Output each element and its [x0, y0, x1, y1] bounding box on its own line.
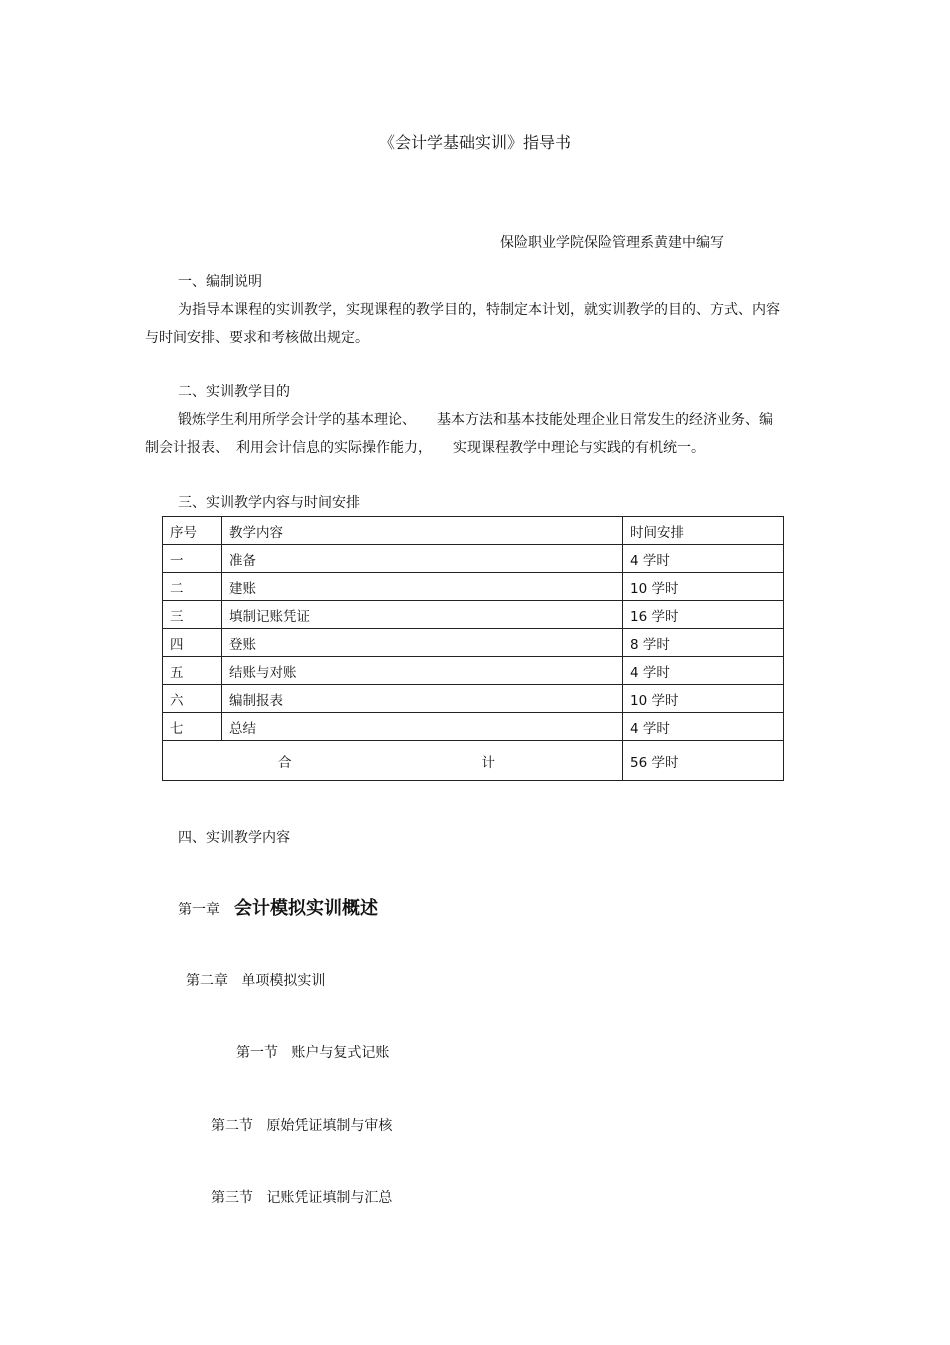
schedule-table	[162, 516, 784, 781]
section-number: 第一节	[236, 1045, 278, 1061]
table-row	[163, 601, 784, 629]
section-number: 第三节	[211, 1190, 253, 1206]
chapter-1-title: 会计模拟实训概述	[234, 898, 378, 919]
row-time: 4 学时	[623, 545, 784, 573]
chapter-1-number: 第一章	[178, 902, 220, 918]
row-number: 一	[163, 545, 222, 573]
row-content: 结账与对账	[222, 657, 623, 685]
document-title: 《会计学基础实训》指导书	[378, 133, 571, 152]
table-header-row	[163, 517, 784, 545]
author-line: 保险职业学院保险管理系黄建中编写	[500, 235, 724, 251]
row-time: 4 学时	[623, 657, 784, 685]
section-title: 原始凭证填制与审核	[266, 1118, 393, 1134]
section-2-heading: 二、实训教学目的	[178, 384, 290, 400]
row-content: 登账	[222, 629, 623, 657]
section-title: 记账凭证填制与汇总	[266, 1190, 393, 1206]
total-label-cell	[163, 741, 623, 781]
section-number: 第二节	[211, 1118, 253, 1134]
section-item	[236, 1046, 389, 1060]
row-number: 四	[163, 629, 222, 657]
header-cell-content: 教学内容	[222, 517, 623, 545]
row-number: 二	[163, 573, 222, 601]
table-total-row	[163, 741, 784, 781]
section-item	[211, 1119, 392, 1133]
row-time: 8 学时	[623, 629, 784, 657]
table-row	[163, 629, 784, 657]
chapter-1	[178, 900, 378, 918]
section-1-heading: 一、编制说明	[178, 274, 262, 290]
section-2-body: 锻炼学生利用所学会计学的基本理论、 基本方法和基本技能处理企业日常发生的经济业务、编制会计报表、 利用会计信息的实际操作能力， 实现课程教学中理论与实践的有机统一。	[145, 412, 773, 456]
row-content: 填制记账凭证	[222, 601, 623, 629]
row-time: 10 学时	[623, 685, 784, 713]
row-number: 七	[163, 713, 222, 741]
section-title: 账户与复式记账	[291, 1045, 390, 1061]
section-4-heading: 四、实训教学内容	[178, 830, 290, 846]
table-row	[163, 713, 784, 741]
total-value: 56 学时	[623, 741, 784, 781]
header-cell-time: 时间安排	[623, 517, 784, 545]
header-cell-number: 序号	[163, 517, 222, 545]
chapter-2	[186, 974, 325, 988]
row-time: 10 学时	[623, 573, 784, 601]
table-row	[163, 545, 784, 573]
row-time: 4 学时	[623, 713, 784, 741]
row-number: 三	[163, 601, 222, 629]
row-content: 总结	[222, 713, 623, 741]
row-content: 编制报表	[222, 685, 623, 713]
total-label-left: 合	[278, 754, 292, 771]
row-number: 五	[163, 657, 222, 685]
row-number: 六	[163, 685, 222, 713]
section-3-heading: 三、实训教学内容与时间安排	[178, 495, 360, 511]
chapter-2-title: 单项模拟实训	[241, 973, 326, 989]
section-item	[211, 1191, 392, 1205]
table-row	[163, 657, 784, 685]
row-time: 16 学时	[623, 601, 784, 629]
total-label-right: 计	[481, 754, 495, 771]
chapter-2-number: 第二章	[186, 973, 228, 989]
table-row	[163, 685, 784, 713]
row-content: 建账	[222, 573, 623, 601]
section-1-body: 为指导本课程的实训教学，实现课程的教学目的，特制定本计划，就实训教学的目的、方式、内容与时间安排、要求和考核做出规定。	[145, 302, 780, 346]
table-row	[163, 573, 784, 601]
row-content: 准备	[222, 545, 623, 573]
